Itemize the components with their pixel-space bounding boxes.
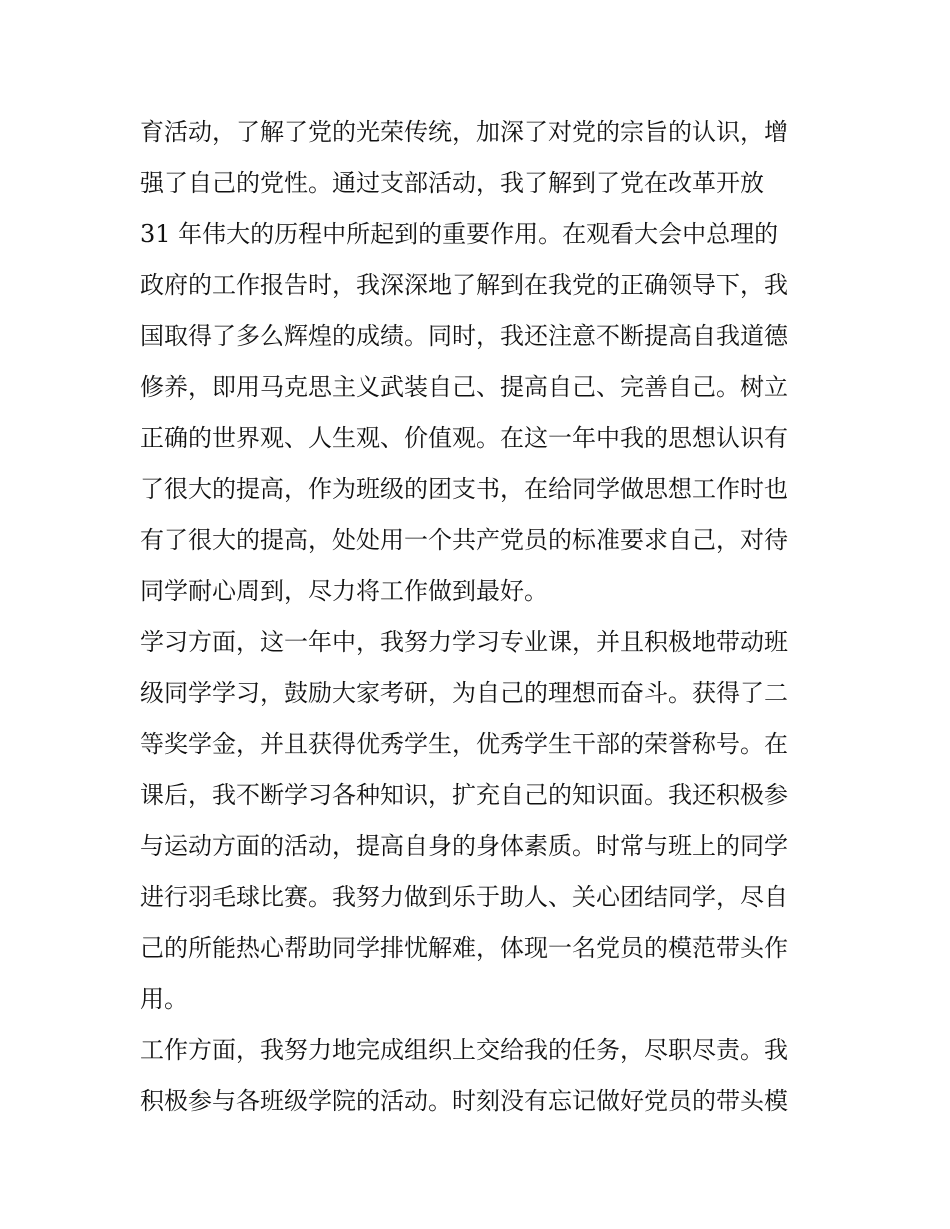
text-line: 课后，我不断学习各种知识，扩充自己的知识面。我还积极参 xyxy=(140,781,788,809)
text-line: 与运动方面的活动，提高自身的身体素质。时常与班上的同学 xyxy=(140,832,788,860)
text-line: 己的所能热心帮助同学排忧解难，体现一名党员的模范带头作 xyxy=(140,934,788,962)
text-line: 正确的世界观、人生观、价值观。在这一年中我的思想认识有 xyxy=(140,424,788,452)
text-line: 积极参与各班级学院的活动。时刻没有忘记做好党员的带头模 xyxy=(140,1087,788,1115)
text-line: 育活动，了解了党的光荣传统，加深了对党的宗旨的认识，增 xyxy=(140,118,788,146)
body-text xyxy=(140,107,820,1127)
text-line: 进行羽毛球比赛。我努力做到乐于助人、关心团结同学，尽自 xyxy=(140,883,788,911)
text-line: 了很大的提高，作为班级的团支书，在给同学做思想工作时也 xyxy=(140,475,788,503)
text-line: 等奖学金，并且获得优秀学生，优秀学生干部的荣誉称号。在 xyxy=(140,730,788,758)
text-line: 国取得了多么辉煌的成绩。同时，我还注意不断提高自我道德 xyxy=(140,322,788,350)
text-line: 用。 xyxy=(140,985,188,1013)
text-line: 级同学学习，鼓励大家考研，为自己的理想而奋斗。获得了二 xyxy=(140,679,788,707)
text-line: 工作方面，我努力地完成组织上交给我的任务，尽职尽责。我 xyxy=(140,1036,788,1064)
text-line: 同学耐心周到，尽力将工作做到最好。 xyxy=(140,577,548,605)
text-line: 学习方面，这一年中，我努力学习专业课，并且积极地带动班 xyxy=(140,628,788,656)
text-line: 强了自己的党性。通过支部活动，我了解到了党在改革开放 xyxy=(140,169,764,197)
text-line: 政府的工作报告时，我深深地了解到在我党的正确领导下，我 xyxy=(140,271,788,299)
text-line: 31 年伟大的历程中所起到的重要作用。在观看大会中总理的 xyxy=(140,220,779,248)
text-line: 有了很大的提高，处处用一个共产党员的标准要求自己，对待 xyxy=(140,526,788,554)
text-line: 修养，即用马克思主义武装自己、提高自己、完善自己。树立 xyxy=(140,373,788,401)
